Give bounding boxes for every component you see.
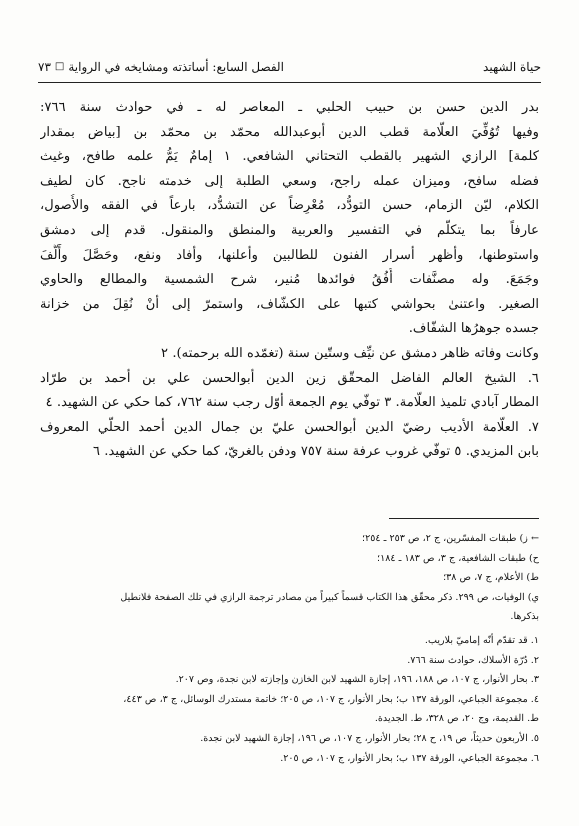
text-line: المطار آبادي تلميذ العلّامة. ٣ توفّي يوم الجمعة أوّل رجب سنة ٧٦٢، كما حكي عن الشهيد. ٤: [45, 395, 539, 411]
separator-box-icon: □: [54, 61, 65, 72]
chapter-heading: [38, 56, 284, 78]
text-line: وكانت وفاته ظاهر دمشق عن نيِّف وستّين سنة (تغمّده الله برحمته). ٢: [161, 345, 539, 361]
text-line: بابن المزيدي. ٥ توفّي غروب عرفة سنة ٧٥٧ ودفن بالغريّ، كما حكي عن الشهيد. ٦: [93, 444, 539, 460]
footnotes: [40, 518, 539, 768]
footnote: ← ز) طبقات المفسّرين، ج ٢، ص ٢٥٣ ـ ٢٥٤؛: [362, 533, 539, 544]
footnote: ط. القديمة، وج ٢٠، ص ٣٢٨، ط. الجديدة.: [374, 713, 539, 725]
footnote: ٦. مجموعة الجباعي، الورقة ١٣٧ ب؛ بحار الأنوار، ج ١٠٧، ص ٢٠٥.: [280, 752, 539, 764]
page-number: ٧٣: [38, 60, 51, 74]
text-line: فضله سافح، وميزان عمله راجح، وسعي الطلبة إلى خدمته ناجح. كان لطيف: [40, 173, 539, 189]
footnote: ١. قد تقدّم أنّه إماميّ بلاريب.: [424, 634, 539, 646]
footnote: ٤. مجموعة الجباعي، الورقة ١٣٧ ب؛ بحار الأنوار، ج ١٠٧، ص ٢٠٥؛ خاتمة مستدرك الوسائل، ج ٣، ص ٤٤٣،: [123, 693, 539, 705]
footnote: ح) طبقات الشافعية، ج ٣، ص ١٨٣ ـ ١٨٤؛: [377, 552, 539, 564]
footnote: ٥. الأربعون حديثاً، ص ١٩، ح ٢٨؛ بحار الأنوار، ج ١٠٧، ص ١٩٦، إجازة الشهيد لابن نجدة.: [200, 732, 539, 744]
footnote: ٣. بحار الأنوار، ج ١٠٧، ص ١٨٨، ١٩٦، إجازة الشهيد لابن الخازن وإجازته لابن نجدة، وص ٢٠٧.: [175, 674, 539, 686]
text-line: ٧. العلّامة الأديب رضيّ الدين أبوالحسن عليّ بن جمال الدين أحمد الحلّي المعروف: [40, 419, 539, 435]
text-line: بدر الدين حسن بن حبيب الحلبي ـ المعاصر له ـ في حوادث سنة ٧٦٦:: [40, 100, 539, 115]
text-line: كلمة] الرازي الشهير بالقطب التحتاني الشافعي. ١ إمامٌ يَمُّ علمه طافح، وغيث: [40, 149, 539, 165]
text-line: الصغير. واعتنىٰ بحواشي كتبها على الكشّاف، واستمرّ إلى أنْ نُقِلَ من خزانة: [40, 296, 539, 312]
book-title: حياة الشهيد: [483, 60, 541, 74]
text-line: الكلام، ليّن الزمام، حسن التودُّد، مُعْرِضاً عن التشدُّد، بارعاً في الفقه والأُصول،: [40, 198, 539, 214]
footnote: ي) الوفيات، ص ٢٩٩. ذكر محقّق هذا الكتاب قسماً كبيراً من مصادر ترجمة الرازي في تلك الصفحة فلانطيل: [120, 591, 539, 603]
text-line: وفيها تُوُفِّيَ العلّامة قطب الدين أبوعبدالله محمّد بن محمّد بن [بياض بمقدار: [40, 124, 539, 140]
footnote: ٢. دُرّة الأسلاك، حوادث سنة ٧٦٦.: [407, 654, 539, 666]
text-line: جسده جوهرُها الشفّاف.: [408, 321, 539, 337]
text-line: وجَمَعَ. وله مصنَّفات أُفُقُ فوائدها مُنير، شرح الشمسية والمطالع والحاوي: [40, 272, 539, 288]
main-text: [40, 96, 539, 465]
text-line: واستوطنها، وأظهر أسرار الفنون للطالبين وأعلنها، وأفاد ونفع، وحَصَّلَ وأَلَّفَ: [40, 247, 539, 263]
chapter-title: الفصل السابع: أساتذته ومشايخه في الرواية: [68, 60, 284, 74]
header-rule: [38, 82, 541, 83]
running-header: [38, 56, 541, 78]
footnote: بذكرها.: [510, 611, 539, 623]
footnote: ط) الأعلام، ج ٧، ص ٣٨؛: [443, 572, 539, 584]
text-line: ٦. الشيخ العالم الفاضل المحقّق زين الدين أبوالحسن علي بن أحمد بن طرّاد: [40, 370, 539, 386]
footnote-rule: [389, 518, 539, 519]
text-line: عارفاً بما يتكلّم في التفسير والعربية والمنطق والمنقول. قدم إلى دمشق: [40, 222, 539, 238]
